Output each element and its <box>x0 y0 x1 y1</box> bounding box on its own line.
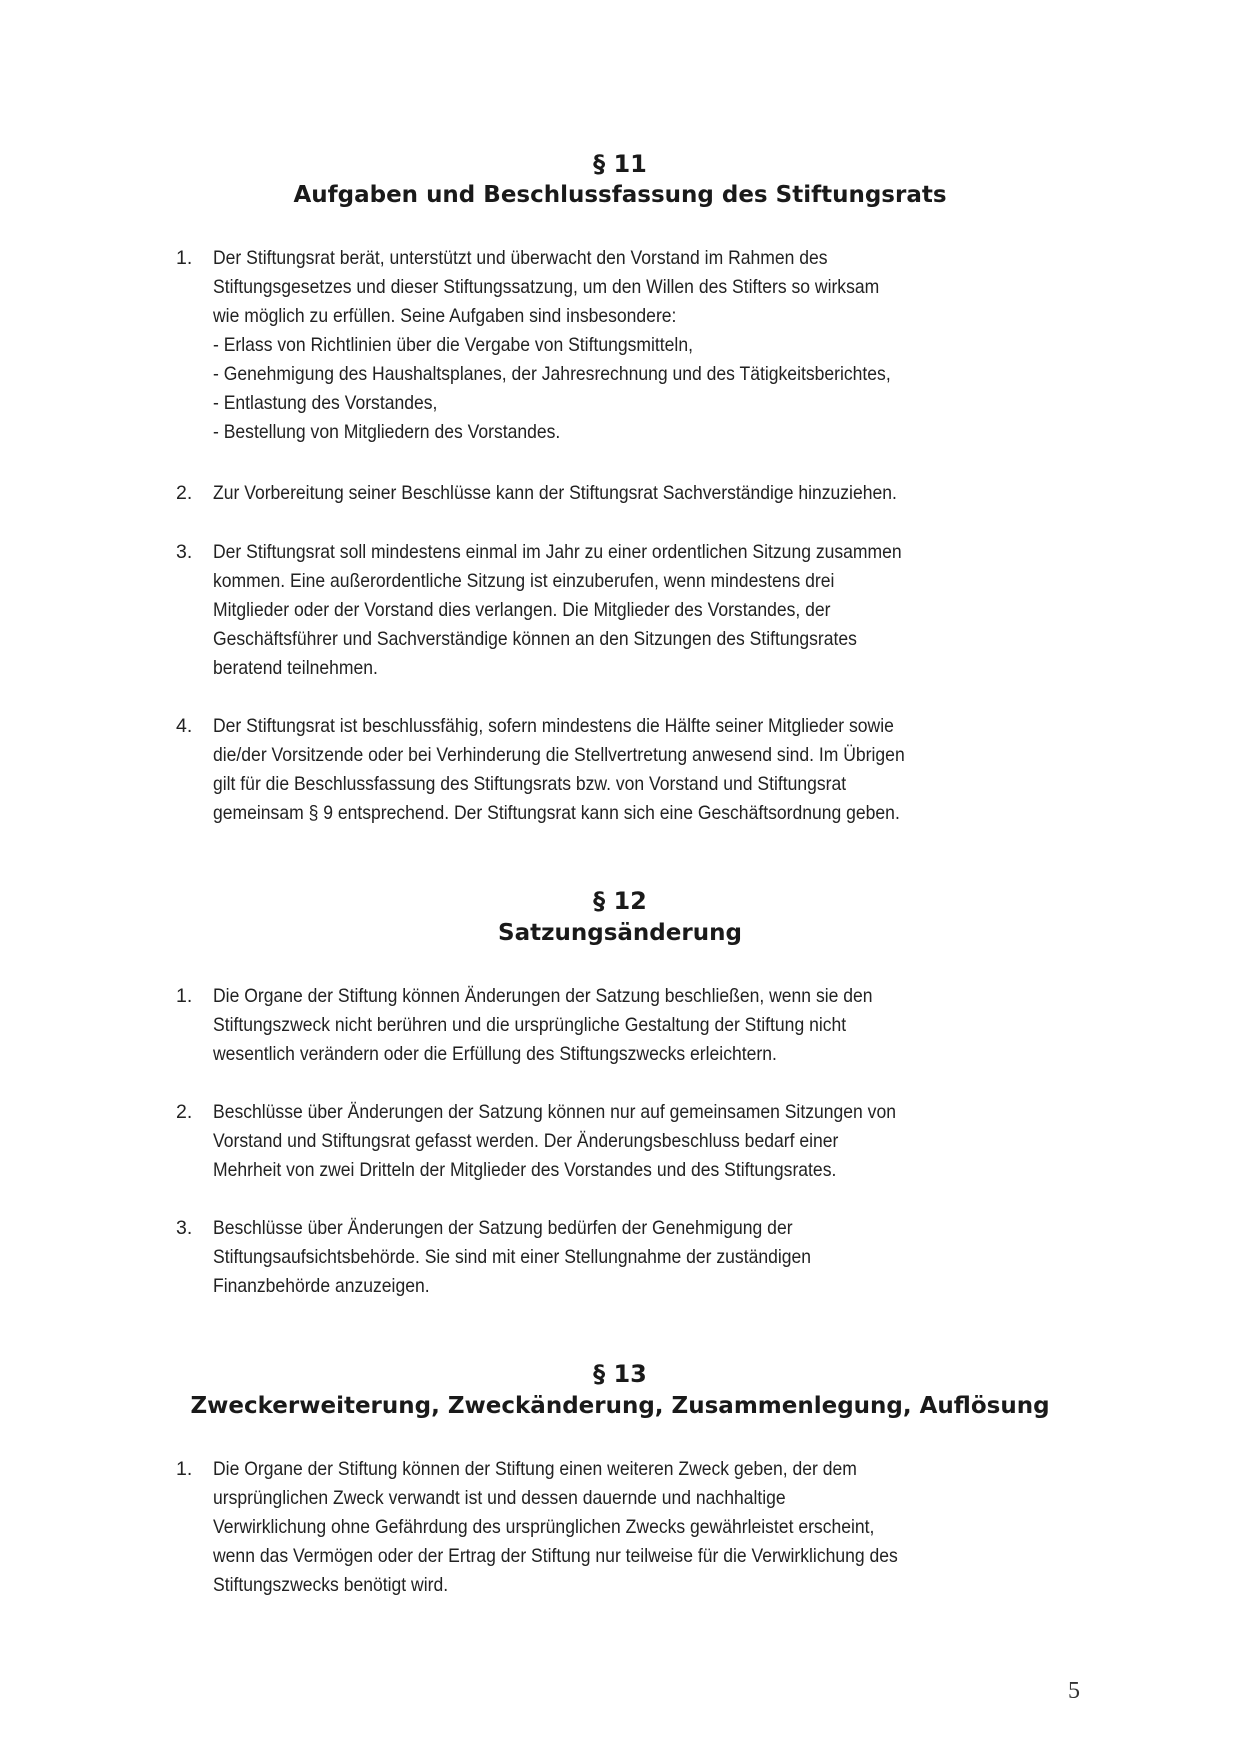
text-line: gilt für die Beschlussfassung des Stiftungsrats bzw. von Vorstand und Stiftungsrat <box>213 773 847 795</box>
text-line: - Entlastung des Vorstandes, <box>213 392 438 414</box>
text-line: kommen. Eine außerordentliche Sitzung ist einzuberufen, wenn mindestens drei <box>213 570 835 592</box>
text-line: Der Stiftungsrat soll mindestens einmal im Jahr zu einer ordentlichen Sitzung zusammen <box>213 541 902 563</box>
section-title: Aufgaben und Beschlussfassung des Stiftungsrats <box>293 182 947 208</box>
item-number: 2. <box>176 1101 193 1123</box>
item-number: 3. <box>176 1217 193 1239</box>
section-number: § 13 <box>593 1360 647 1388</box>
text-line: Zur Vorbereitung seiner Beschlüsse kann der Stiftungsrat Sachverständige hinzuziehen. <box>213 482 897 504</box>
text-line: Mitglieder oder der Vorstand dies verlangen. Die Mitglieder des Vorstandes, der <box>213 599 831 621</box>
section-title: Zweckerweiterung, Zweckänderung, Zusammenlegung, Auflösung <box>190 1393 1050 1419</box>
text-line: Die Organe der Stiftung können Änderungen der Satzung beschließen, wenn sie den <box>213 985 873 1007</box>
text-line: Stiftungszwecks benötigt wird. <box>213 1574 449 1596</box>
text-line: Stiftungsaufsichtsbehörde. Sie sind mit einer Stellungnahme der zuständigen <box>213 1246 812 1268</box>
text-line: Beschlüsse über Änderungen der Satzung können nur auf gemeinsamen Sitzungen von <box>213 1101 896 1123</box>
text-line: Mehrheit von zwei Dritteln der Mitglieder des Vorstandes und des Stiftungsrates. <box>213 1159 837 1181</box>
text-line: wenn das Vermögen oder der Ertrag der Stiftung nur teilweise für die Verwirklichung des <box>213 1545 898 1567</box>
item-number: 4. <box>176 715 193 737</box>
text-line: Stiftungszweck nicht berühren und die ursprüngliche Gestaltung der Stiftung nicht <box>213 1014 847 1036</box>
item-number: 1. <box>176 1458 193 1480</box>
item-number: 2. <box>176 482 193 504</box>
item-number: 1. <box>176 247 193 269</box>
text-line: beratend teilnehmen. <box>213 657 378 679</box>
text-line: Verwirklichung ohne Gefährdung des ursprünglichen Zwecks gewährleistet erscheint, <box>213 1516 875 1538</box>
section-number: § 11 <box>593 150 647 178</box>
item-number: 1. <box>176 985 193 1007</box>
item-number: 3. <box>176 541 193 563</box>
text-line: Stiftungsgesetzes und dieser Stiftungssatzung, um den Willen des Stifters so wirksam <box>213 276 880 298</box>
text-line: Vorstand und Stiftungsrat gefasst werden. Der Änderungsbeschluss bedarf einer <box>213 1130 839 1152</box>
text-line: Geschäftsführer und Sachverständige können an den Sitzungen des Stiftungsrates <box>213 628 857 650</box>
page-number: 5 <box>1068 1678 1080 1704</box>
section-title: Satzungsänderung <box>498 920 742 946</box>
text-line: Der Stiftungsrat berät, unterstützt und überwacht den Vorstand im Rahmen des <box>213 247 828 269</box>
text-line: - Bestellung von Mitgliedern des Vorstandes. <box>213 421 561 443</box>
text-line: - Genehmigung des Haushaltsplanes, der Jahresrechnung und des Tätigkeitsberichtes, <box>213 363 891 385</box>
text-line: die/der Vorsitzende oder bei Verhinderung die Stellvertretung anwesend sind. Im Übrigen <box>213 744 905 766</box>
text-line: Finanzbehörde anzuzeigen. <box>213 1275 430 1297</box>
text-line: gemeinsam § 9 entsprechend. Der Stiftungsrat kann sich eine Geschäftsordnung geben. <box>213 802 900 824</box>
text-line: wesentlich verändern oder die Erfüllung des Stiftungszwecks erleichtern. <box>213 1043 777 1065</box>
text-line: Die Organe der Stiftung können der Stiftung einen weiteren Zweck geben, der dem <box>213 1458 857 1480</box>
text-line: - Erlass von Richtlinien über die Vergabe von Stiftungsmitteln, <box>213 334 693 356</box>
text-line: ursprünglichen Zweck verwandt ist und dessen dauernde und nachhaltige <box>213 1487 786 1509</box>
text-line: Beschlüsse über Änderungen der Satzung bedürfen der Genehmigung der <box>213 1217 793 1239</box>
section-number: § 12 <box>593 887 647 915</box>
text-line: wie möglich zu erfüllen. Seine Aufgaben sind insbesondere: <box>213 305 677 327</box>
text-line: Der Stiftungsrat ist beschlussfähig, sofern mindestens die Hälfte seiner Mitglieder sowie <box>213 715 894 737</box>
